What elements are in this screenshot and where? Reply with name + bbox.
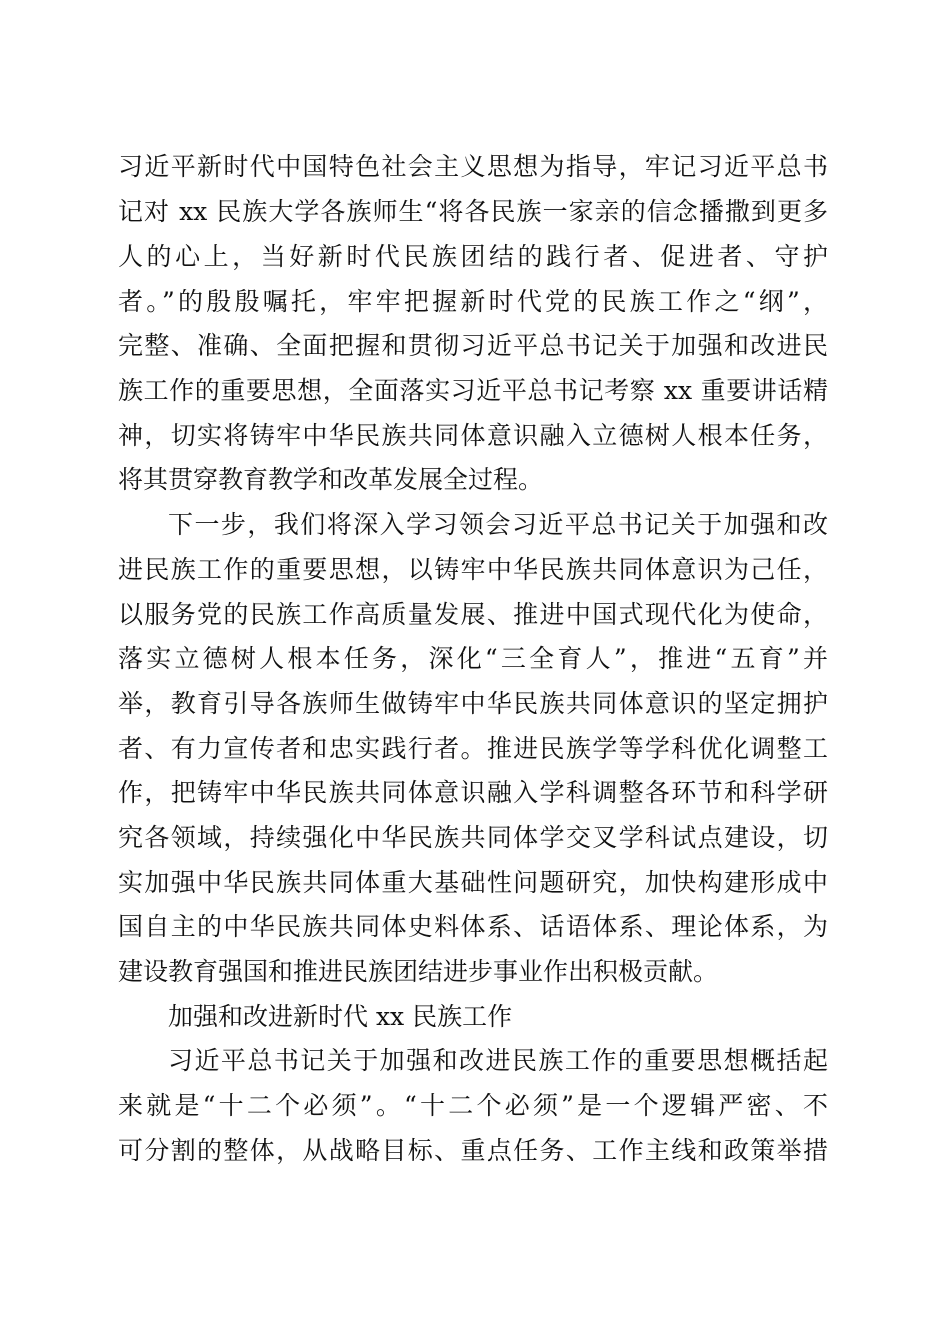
text-line: 族工作的重要思想，全面落实习近平总书记考察 xx 重要讲话精 xyxy=(118,376,828,405)
text-line: 记对 xx 民族大学各族师生“将各民族一家亲的信念播撒到更多 xyxy=(118,197,828,226)
text-line: 作，把铸牢中华民族共同体意识融入学科调整各环节和科学研 xyxy=(118,778,828,807)
text-line: 究各领域，持续强化中华民族共同体学交叉学科试点建设，切 xyxy=(118,823,828,852)
text-line: 建设教育强国和推进民族团结进步事业作出积极贡献。 xyxy=(118,957,719,986)
text-line: 习近平新时代中国特色社会主义思想为指导，牢记习近平总书 xyxy=(118,152,828,181)
text-line: 者。”的殷殷嘱托，牢牢把握新时代党的民族工作之“纲”， xyxy=(118,287,828,316)
text-line: 以服务党的民族工作高质量发展、推进中国式现代化为使命， xyxy=(118,600,828,629)
text-line: 可分割的整体，从战略目标、重点任务、工作主线和政策举措 xyxy=(118,1136,828,1165)
text-line: 来就是“十二个必须”。“十二个必须”是一个逻辑严密、不 xyxy=(118,1091,828,1120)
text-line: 完整、准确、全面把握和贯彻习近平总书记关于加强和改进民 xyxy=(118,331,828,360)
text-line: 人的心上，当好新时代民族团结的践行者、促进者、守护 xyxy=(118,242,828,271)
text-line: 实加强中华民族共同体重大基础性问题研究，加快构建形成中 xyxy=(118,868,828,897)
text-line: 将其贯穿教育教学和改革发展全过程。 xyxy=(118,465,544,494)
paragraph-first-line: 习近平总书记关于加强和改进民族工作的重要思想概括起 xyxy=(168,1046,828,1075)
text-line: 国自主的中华民族共同体史料体系、话语体系、理论体系，为 xyxy=(118,912,828,941)
text-line: 进民族工作的重要思想，以铸牢中华民族共同体意识为己任， xyxy=(118,555,828,584)
text-line: 落实立德树人根本任务，深化“三全育人”，推进“五育”并 xyxy=(118,644,828,673)
paragraph-first-line: 下一步，我们将深入学习领会习近平总书记关于加强和改 xyxy=(168,510,828,539)
text-line: 神，切实将铸牢中华民族共同体意识融入立德树人根本任务， xyxy=(118,421,828,450)
text-line: 者、有力宣传者和忠实践行者。推进民族学等学科优化调整工 xyxy=(118,734,828,763)
section-heading: 加强和改进新时代 xx 民族工作 xyxy=(168,1002,513,1031)
text-line: 举，教育引导各族师生做铸牢中华民族共同体意识的坚定拥护 xyxy=(118,689,828,718)
